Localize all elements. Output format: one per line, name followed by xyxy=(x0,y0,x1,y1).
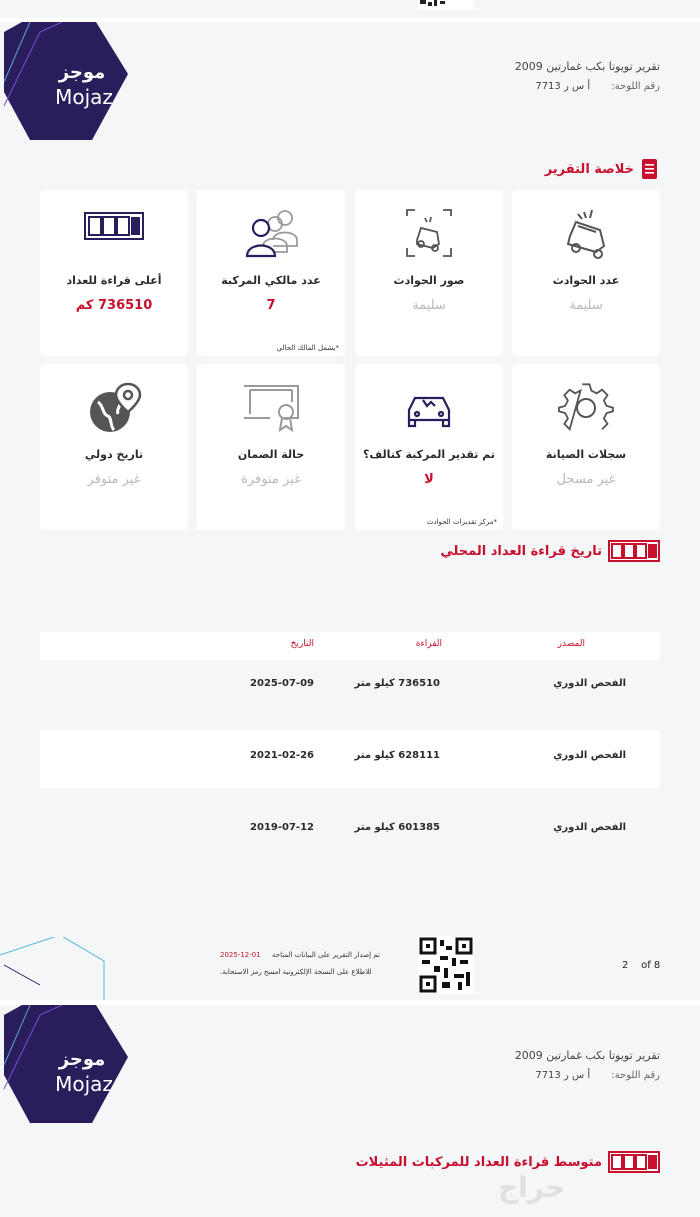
logo-arabic-text: موجز xyxy=(58,1049,106,1070)
cell-date: 2025-07-09 xyxy=(250,678,314,689)
owners-icon xyxy=(239,206,303,260)
odometer-icon xyxy=(608,1151,660,1173)
table-row xyxy=(40,730,660,788)
card-warranty-status xyxy=(197,364,345,530)
report-header xyxy=(515,60,660,92)
header-date: التاريخ xyxy=(290,639,314,649)
qr-code-icon xyxy=(418,0,474,10)
plate-label: رقم اللوحة: xyxy=(611,1070,660,1081)
plate-row xyxy=(515,81,660,92)
report-header xyxy=(515,1049,660,1081)
qr-instruction: للاطلاع على النسخة الإلكترونية امسح رمز الاستجابة. xyxy=(220,968,372,976)
card-label: عدد الحوادث xyxy=(552,274,620,287)
header-source: المصدر xyxy=(557,639,585,649)
plate-label: رقم اللوحة: xyxy=(611,81,660,92)
corner-decoration xyxy=(0,937,110,1000)
issued-text: تم إصدار التقرير على البيانات المتاحة xyxy=(272,951,380,959)
card-value: لا xyxy=(424,472,434,487)
logo-arabic-text: موجز xyxy=(58,62,106,83)
cell-source: الفحص الدوري xyxy=(553,678,626,689)
card-value: غير متوفرة xyxy=(241,472,301,487)
watermark: حراج xyxy=(498,1171,566,1204)
report-page xyxy=(0,22,700,1000)
plate-value: أ س ر 7713 xyxy=(535,81,591,92)
card-label: سجلات الصيانة xyxy=(545,448,627,461)
issued-date: 2025-12-01 xyxy=(220,951,261,959)
previous-page-sliver xyxy=(0,0,700,18)
card-label: تاريخ دولي xyxy=(84,448,144,461)
plate-row xyxy=(515,1070,660,1081)
odometer-icon xyxy=(608,540,660,562)
similar-vehicles-title-text: متوسط قراءة العداد للمركبات المثيلات xyxy=(355,1154,602,1170)
cell-date: 2019-07-12 xyxy=(250,822,314,833)
summary-title xyxy=(545,158,660,180)
table-row xyxy=(40,802,660,860)
odometer-history-title-text: تاريخ قراءة العداد المحلي xyxy=(440,543,602,559)
card-value: سليمة xyxy=(569,298,603,313)
plate-value: أ س ر 7713 xyxy=(535,1070,591,1081)
card-label: أعلى قراءة للعداد xyxy=(66,274,162,287)
card-international-history xyxy=(40,364,188,530)
report-title: تقرير تويوتا بكب غمارتين 2009 xyxy=(514,60,660,73)
logo-english-text: Mojaz xyxy=(55,85,113,109)
logo-english-text: Mojaz xyxy=(55,1072,113,1096)
card-total-loss xyxy=(355,364,503,530)
page-current: 2 xyxy=(622,960,629,971)
globe-pin-icon xyxy=(84,380,144,438)
card-value: سليمة xyxy=(412,298,446,313)
crashed-car-icon xyxy=(556,206,616,260)
qr-code-icon[interactable] xyxy=(418,936,474,994)
report-document-icon xyxy=(640,158,660,180)
page-number xyxy=(622,960,660,971)
card-value: 736510 كم xyxy=(75,298,153,313)
table-header xyxy=(40,632,660,660)
card-label: عدد مالكي المركبة xyxy=(221,274,321,287)
report-page-next xyxy=(0,1005,700,1217)
cell-reading: 628111 كيلو متر xyxy=(354,750,440,761)
header-reading: القراءة xyxy=(415,639,442,649)
accident-photo-icon xyxy=(399,206,459,260)
cell-date: 2021-02-26 xyxy=(250,750,314,761)
card-value: غير مسجل xyxy=(556,472,616,487)
certificate-icon xyxy=(240,380,302,434)
report-title: تقرير تويوتا بكب غمارتين 2009 xyxy=(514,1049,660,1062)
cell-source: الفحص الدوري xyxy=(553,750,626,761)
card-label: حالة الضمان xyxy=(237,448,305,461)
cell-reading: 736510 كيلو متر xyxy=(354,678,440,689)
page-of: of 8 xyxy=(641,960,661,971)
similar-vehicles-title xyxy=(356,1151,660,1173)
card-maintenance-records xyxy=(512,364,660,530)
card-max-odometer xyxy=(40,190,188,356)
card-note: *مركز تقديرات الحوادث xyxy=(426,518,497,526)
card-value: 7 xyxy=(266,298,276,313)
odometer-history-title xyxy=(440,540,660,562)
cell-reading: 601385 كيلو متر xyxy=(354,822,440,833)
card-label: تم تقدير المركبة كتالف؟ xyxy=(363,448,495,461)
card-value: غير متوفر xyxy=(87,472,141,487)
table-row xyxy=(40,658,660,716)
card-note: *يشمل المالك الحالي xyxy=(276,344,339,352)
card-accidents-count xyxy=(512,190,660,356)
gear-icon xyxy=(558,380,614,436)
odometer-icon xyxy=(84,212,144,240)
card-accident-photos xyxy=(355,190,503,356)
cell-source: الفحص الدوري xyxy=(553,822,626,833)
damaged-car-icon xyxy=(399,380,459,434)
card-label: صور الحوادث xyxy=(393,274,465,287)
card-owners-count xyxy=(197,190,345,356)
summary-title-text: خلاصة التقرير xyxy=(544,161,634,177)
